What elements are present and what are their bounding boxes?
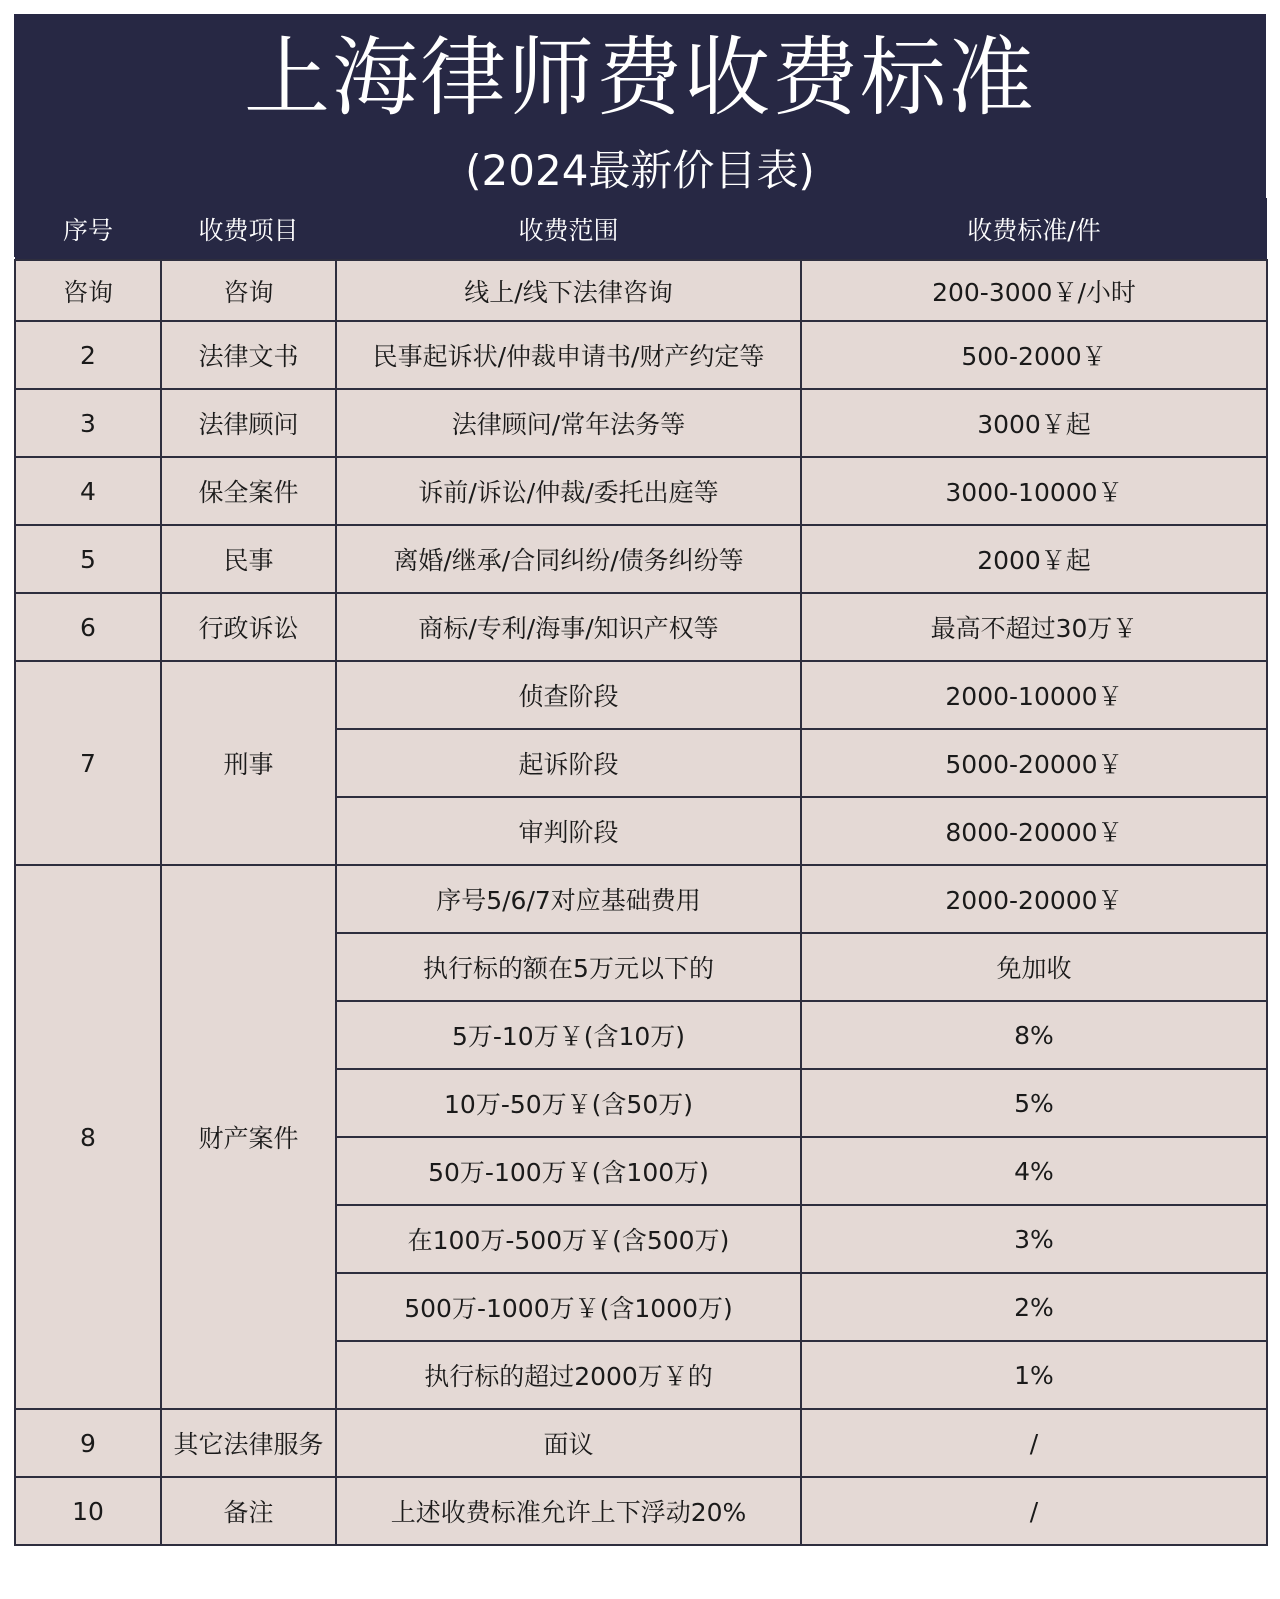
- cell-range: 侦查阶段: [336, 661, 801, 729]
- table-row: [15, 457, 1267, 525]
- cell-range: 上述收费标准允许上下浮动20%: [336, 1477, 801, 1545]
- page-subtitle: (2024最新价目表): [465, 146, 815, 195]
- table-row: [15, 661, 1267, 729]
- cell-item: 民事: [161, 525, 336, 593]
- fee-table: [14, 198, 1268, 1546]
- cell-fee: 免加收: [801, 933, 1267, 1001]
- table-row: [15, 593, 1267, 661]
- cell-fee: /: [801, 1409, 1267, 1477]
- cell-range: 审判阶段: [336, 797, 801, 865]
- header-item: 收费项目: [161, 198, 336, 260]
- cell-fee: 2000-20000￥: [801, 865, 1267, 933]
- cell-range: 法律顾问/常年法务等: [336, 389, 801, 457]
- cell-no: 8: [15, 865, 161, 1409]
- cell-item: 保全案件: [161, 457, 336, 525]
- cell-item: 其它法律服务: [161, 1409, 336, 1477]
- cell-fee: 5%: [801, 1069, 1267, 1137]
- cell-fee: 2%: [801, 1273, 1267, 1341]
- cell-no: 9: [15, 1409, 161, 1477]
- cell-item: 法律文书: [161, 321, 336, 389]
- cell-range: 诉前/诉讼/仲裁/委托出庭等: [336, 457, 801, 525]
- cell-range: 在100万-500万￥(含500万): [336, 1205, 801, 1273]
- cell-range: 序号5/6/7对应基础费用: [336, 865, 801, 933]
- cell-range: 5万-10万￥(含10万): [336, 1001, 801, 1069]
- cell-no: 2: [15, 321, 161, 389]
- cell-range: 50万-100万￥(含100万): [336, 1137, 801, 1205]
- cell-range: 商标/专利/海事/知识产权等: [336, 593, 801, 661]
- table-row: [15, 321, 1267, 389]
- cell-range: 10万-50万￥(含50万): [336, 1069, 801, 1137]
- cell-fee: 3%: [801, 1205, 1267, 1273]
- table-row: [15, 1409, 1267, 1477]
- cell-no: 咨询: [15, 260, 161, 321]
- cell-item: 备注: [161, 1477, 336, 1545]
- cell-range: 执行标的超过2000万￥的: [336, 1341, 801, 1409]
- cell-no: 10: [15, 1477, 161, 1545]
- cell-no: 4: [15, 457, 161, 525]
- cell-fee: 2000-10000￥: [801, 661, 1267, 729]
- table-row: [15, 389, 1267, 457]
- header-no: 序号: [15, 198, 161, 260]
- cell-range: 起诉阶段: [336, 729, 801, 797]
- cell-fee: 2000￥起: [801, 525, 1267, 593]
- cell-item: 咨询: [161, 260, 336, 321]
- cell-fee: 500-2000￥: [801, 321, 1267, 389]
- table-row: [15, 260, 1267, 321]
- cell-fee: 最高不超过30万￥: [801, 593, 1267, 661]
- cell-item: 刑事: [161, 661, 336, 865]
- table-row: [15, 865, 1267, 933]
- cell-no: 5: [15, 525, 161, 593]
- table-row: [15, 1477, 1267, 1545]
- cell-fee: /: [801, 1477, 1267, 1545]
- cell-range: 面议: [336, 1409, 801, 1477]
- cell-fee: 3000￥起: [801, 389, 1267, 457]
- cell-item: 财产案件: [161, 865, 336, 1409]
- cell-no: 3: [15, 389, 161, 457]
- page-title: 上海律师费收费标准: [244, 28, 1036, 128]
- cell-range: 离婚/继承/合同纠纷/债务纠纷等: [336, 525, 801, 593]
- cell-fee: 1%: [801, 1341, 1267, 1409]
- cell-no: 6: [15, 593, 161, 661]
- table-header-row: [15, 198, 1267, 260]
- cell-item: 法律顾问: [161, 389, 336, 457]
- cell-range: 线上/线下法律咨询: [336, 260, 801, 321]
- cell-fee: 4%: [801, 1137, 1267, 1205]
- cell-range: 执行标的额在5万元以下的: [336, 933, 801, 1001]
- cell-range: 500万-1000万￥(含1000万): [336, 1273, 801, 1341]
- cell-fee: 8000-20000￥: [801, 797, 1267, 865]
- header-range: 收费范围: [336, 198, 801, 260]
- cell-fee: 5000-20000￥: [801, 729, 1267, 797]
- cell-range: 民事起诉状/仲裁申请书/财产约定等: [336, 321, 801, 389]
- cell-fee: 8%: [801, 1001, 1267, 1069]
- cell-fee: 3000-10000￥: [801, 457, 1267, 525]
- cell-fee: 200-3000￥/小时: [801, 260, 1267, 321]
- cell-no: 7: [15, 661, 161, 865]
- cell-item: 行政诉讼: [161, 593, 336, 661]
- header-fee: 收费标准/件: [801, 198, 1267, 260]
- table-row: [15, 525, 1267, 593]
